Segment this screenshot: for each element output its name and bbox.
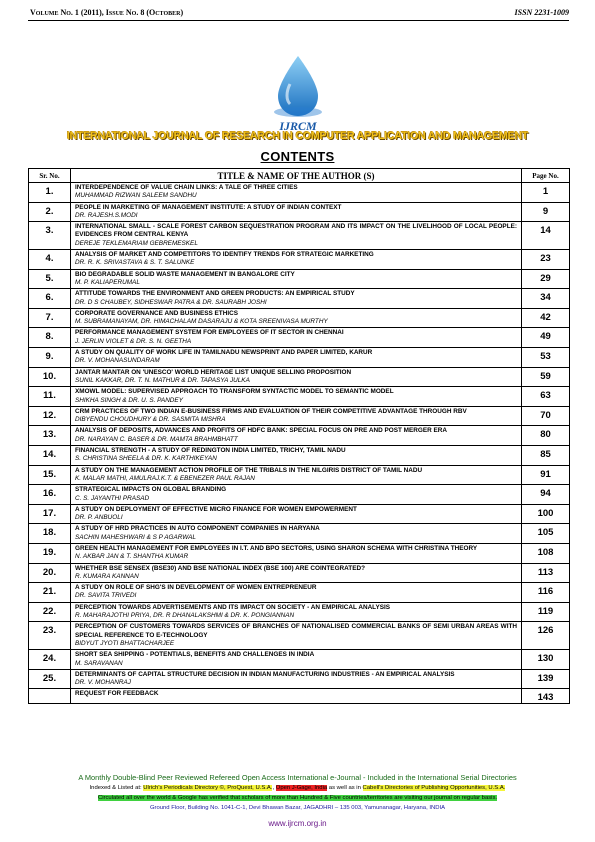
journal-title: INTERNATIONAL JOURNAL OF RESEARCH IN COMPUTER APPLICATION AND MANAGEMENT: [66, 130, 529, 142]
article-authors: R. KUMARA KANNAN: [75, 572, 139, 580]
page-no-cell: 91: [522, 465, 570, 485]
logo-text: IJRCM: [279, 119, 317, 133]
table-row: [29, 583, 570, 603]
sr-no-cell: 24.: [29, 650, 71, 670]
title-cell: [71, 689, 522, 704]
title-cell: [71, 269, 522, 289]
table-row: [29, 650, 570, 670]
sr-no-cell: 10.: [29, 367, 71, 387]
sr-no-cell: 23.: [29, 622, 71, 650]
contents-table: [28, 168, 570, 704]
article-title[interactable]: BIO DEGRADABLE SOLID WASTE MANAGEMENT IN BANGALORE CITY: [75, 270, 295, 278]
title-cell: [71, 485, 522, 505]
article-title[interactable]: A STUDY ON QUALITY OF WORK LIFE IN TAMILNADU NEWSPRINT AND PAPER LIMITED, KARUR: [75, 349, 373, 357]
title-cell: [71, 406, 522, 426]
title-cell: [71, 367, 522, 387]
page-no-cell: 116: [522, 583, 570, 603]
page-no-cell: 63: [522, 387, 570, 407]
page-no-cell: 108: [522, 543, 570, 563]
article-authors: DR. V. MOHANRAJ: [75, 679, 131, 687]
table-row: [29, 222, 570, 250]
article-title[interactable]: A STUDY ON ROLE OF SHG'S IN DEVELOPMENT OF WOMEN ENTREPRENEUR: [75, 584, 317, 592]
sr-no-cell: 6.: [29, 289, 71, 309]
article-title[interactable]: ANALYSIS OF DEPOSITS, ADVANCES AND PROFITS OF HDFC BANK: SPECIAL FOCUS ON PRE AND POST MERGER ERA: [75, 427, 447, 435]
table-row: [29, 485, 570, 505]
page-no-cell: 143: [522, 689, 570, 704]
title-cell: [71, 426, 522, 446]
article-authors: M. P. KALIAPERUMAL: [75, 278, 140, 286]
article-authors: BIDYUT JYOTI BHATTACHARJEE: [75, 639, 175, 647]
table-row: [29, 504, 570, 524]
title-cell: [71, 222, 522, 250]
article-title[interactable]: INTERNATIONAL SMALL - SCALE FOREST CARBON SEQUESTRATION PROGRAM AND ITS IMPACT ON THE LIVELIHOOD OF LOCAL PEOPLE: EVIDENCES FROM CENTRAL KENYA: [75, 223, 517, 239]
sr-no-cell: 16.: [29, 485, 71, 505]
page-no-cell: 53: [522, 348, 570, 368]
article-title[interactable]: SHORT SEA SHIPPING - POTENTIALS, BENEFITS AND CHALLENGES IN INDIA: [75, 651, 315, 659]
indexing-mid: as well as in: [327, 785, 363, 791]
title-cell: [71, 504, 522, 524]
title-cell: [71, 328, 522, 348]
page-no-cell: 85: [522, 446, 570, 466]
indexing-prefix: Indexed & Listed at:: [89, 785, 144, 791]
table-row: [29, 543, 570, 563]
article-title[interactable]: PERCEPTION OF CUSTOMERS TOWARDS SERVICES OF BRANCHES OF NATIONALISED COMMERCIAL BANKS OF SEMI URBAN AREAS WITH SPECIAL REFERENCE TO E-TECHNOLOGY: [75, 623, 517, 639]
page-no-cell: 23: [522, 250, 570, 270]
footer-indexing: Indexed & Listed at: Ulrich's Periodicals Directory ©, ProQuest, U.S.A., Open J-Gage, India as well as in Cabell's Directories of Publishing Opportunities, U.S.A.: [89, 785, 506, 791]
header-sr-no: Sr. No.: [29, 169, 71, 183]
article-title[interactable]: ANALYSIS OF MARKET AND COMPETITORS TO IDENTIFY TRENDS FOR STRATEGIC MARKETING: [75, 251, 374, 259]
page-no-cell: 80: [522, 426, 570, 446]
sr-no-cell: 2.: [29, 202, 71, 222]
table-row: [29, 622, 570, 650]
article-title[interactable]: PERCEPTION TOWARDS ADVERTISEMENTS AND ITS IMPACT ON SOCIETY - AN EMPIRICAL ANALYSIS: [75, 603, 391, 611]
title-cell: [71, 202, 522, 222]
page-no-cell: 42: [522, 308, 570, 328]
article-authors: DEREJE TEKLEMARIAM GEBREMESKEL: [75, 239, 198, 247]
title-cell: [71, 289, 522, 309]
page-no-cell: 34: [522, 289, 570, 309]
article-authors: J. JERLIN VIOLET & DR. S. N. GEETHA: [75, 337, 192, 345]
sr-no-cell: 8.: [29, 328, 71, 348]
article-authors: DR. RAJESH.S.MODI: [75, 211, 138, 219]
page-no-cell: 130: [522, 650, 570, 670]
table-row: [29, 202, 570, 222]
table-row: [29, 387, 570, 407]
sr-no-cell: 14.: [29, 446, 71, 466]
sr-no-cell: 1.: [29, 183, 71, 203]
footer-circulation: [0, 795, 595, 801]
article-title[interactable]: REQUEST FOR FEEDBACK: [75, 690, 159, 698]
article-title[interactable]: STRATEGICAL IMPACTS ON GLOBAL BRANDING: [75, 486, 227, 494]
title-cell: [71, 622, 522, 650]
table-row: [29, 289, 570, 309]
sr-no-cell: 22.: [29, 602, 71, 622]
title-cell: [71, 446, 522, 466]
page-no-cell: 1: [522, 183, 570, 203]
sr-no-cell: 21.: [29, 583, 71, 603]
article-title[interactable]: PEOPLE IN MARKETING OF MANAGEMENT INSTITUTE: A STUDY OF INDIAN CONTEXT: [75, 203, 342, 211]
water-drop-logo-icon: [266, 54, 330, 134]
contents-heading: CONTENTS: [260, 149, 335, 164]
title-cell: [71, 348, 522, 368]
website-link[interactable]: www.ijrcm.org.in: [268, 819, 327, 828]
sr-no-cell: 20.: [29, 563, 71, 583]
article-title[interactable]: JANTAR MANTAR ON 'UNESCO' WORLD HERITAGE LIST UNIQUE SELLING PROPOSITION: [75, 368, 352, 376]
article-authors: DR. NARAYAN C. BASER & DR. MAMTA BRAHMBHATT: [75, 435, 238, 443]
article-title[interactable]: CRM PRACTICES OF TWO INDIAN E-BUSINESS FIRMS AND EVALUATION OF THEIR COMPETITIVE ADVANTAGE THROUGH RBV: [75, 407, 467, 415]
article-authors: DR. V. MOHANASUNDARAM: [75, 357, 160, 365]
table-row: [29, 269, 570, 289]
table-row: [29, 367, 570, 387]
article-title[interactable]: DETERMINANTS OF CAPITAL STRUCTURE DECISION IN INDIAN MANUFACTURING INDUSTRIES - AN EMPIRICAL ANALYSIS: [75, 670, 455, 678]
article-title[interactable]: A STUDY ON DEPLOYMENT OF EFFECTIVE MICRO FINANCE FOR WOMEN EMPOWERMENT: [75, 505, 357, 513]
article-authors: N. AKBAR JAN & T. SHANTHA KUMAR: [75, 553, 189, 561]
table-row: [29, 689, 570, 704]
title-cell: [71, 650, 522, 670]
sr-no-cell: 11.: [29, 387, 71, 407]
title-cell: [71, 543, 522, 563]
title-cell: [71, 524, 522, 544]
article-authors: DIBYENDU CHOUDHURY & DR. SASMITA MISHRA: [75, 416, 226, 424]
indexing-openjgage: Open J-Gage, India: [275, 785, 328, 791]
article-title[interactable]: ATTITUDE TOWARDS THE ENVIRONMENT AND GREEN PRODUCTS: AN EMPIRICAL STUDY: [75, 290, 355, 298]
title-cell: [71, 602, 522, 622]
table-row: [29, 524, 570, 544]
article-authors: MUHAMMAD RIZWAN SALEEM SANDHU: [75, 192, 197, 200]
article-authors: S. CHRISTINA SHEELA & DR. K. KARTHIKEYAN: [75, 455, 217, 463]
header-page-no: Page No.: [522, 169, 570, 183]
header-title: TITLE & NAME OF THE AUTHOR (S): [71, 169, 522, 183]
page-no-cell: 139: [522, 669, 570, 689]
article-title[interactable]: GREEN HEALTH MANAGEMENT FOR EMPLOYEES IN I.T. AND BPO SECTORS, USING SHARON SCHEMA WITH CHRISTINA THEORY: [75, 544, 478, 552]
article-authors: DR. R. K. SRIVASTAVA & S. T. SALUNKE: [75, 259, 195, 267]
article-authors: SHIKHA SINGH & DR. U. S. PANDEY: [75, 396, 183, 404]
page-no-cell: 70: [522, 406, 570, 426]
table-row: [29, 446, 570, 466]
sr-no-cell: [29, 689, 71, 704]
page-no-cell: 94: [522, 485, 570, 505]
title-cell: [71, 308, 522, 328]
table-row: [29, 426, 570, 446]
sr-no-cell: 25.: [29, 669, 71, 689]
volume-issue-header: Volume No. 1 (2011), Issue No. 8 (October): [30, 8, 184, 17]
table-row: [29, 563, 570, 583]
article-authors: R. MAHARAJOTHI PRIYA, DR. R DHANALAKSHMI & DR. K. PONGIANNAN: [75, 612, 295, 620]
sr-no-cell: 18.: [29, 524, 71, 544]
page-no-cell: 14: [522, 222, 570, 250]
title-cell: [71, 563, 522, 583]
article-authors: C. S. JAYANTHI PRASAD: [75, 494, 150, 502]
title-cell: [71, 250, 522, 270]
sr-no-cell: 13.: [29, 426, 71, 446]
page-no-cell: 100: [522, 504, 570, 524]
table-row: [29, 348, 570, 368]
article-authors: DR. D S CHAUBEY, SIDHESWAR PATRA & DR. SAURABH JOSHI: [75, 298, 267, 306]
article-authors: M. SARAVANAN: [75, 659, 123, 667]
article-title[interactable]: A STUDY OF HRD PRACTICES IN AUTO COMPONENT COMPANIES IN HARYANA: [75, 525, 320, 533]
article-authors: SACHIN MAHESHWARI & S P AGARWAL: [75, 533, 196, 541]
page-no-cell: 29: [522, 269, 570, 289]
footer-address: Ground Floor, Building No. 1041-C-1, Devi Bhawan Bazar, JAGADHRI – 135 003, Yamunanagar, Haryana, INDIA: [149, 805, 446, 811]
title-cell: [71, 387, 522, 407]
article-authors: K. MALAR MATHI, AMULRAJ.K.T. & EBENEZER PAUL RAJAN: [75, 474, 255, 482]
sr-no-cell: 17.: [29, 504, 71, 524]
sr-no-cell: 7.: [29, 308, 71, 328]
page-no-cell: 119: [522, 602, 570, 622]
page-no-cell: 113: [522, 563, 570, 583]
title-cell: [71, 183, 522, 203]
circulation-text: Circulated all over the world & Google has verified that scholars of more than Hundred & Five countries/territories are visiting our journal on regular basis.: [97, 795, 498, 801]
article-title[interactable]: A STUDY ON THE MANAGEMENT ACTION PROFILE OF THE TRIBALS IN THE NILGIRIS DISTRICT OF TAMIL NADU: [75, 466, 423, 474]
article-authors: SUNIL KAKKAR, DR. T. N. MATHUR & DR. TAPASYA JULKA: [75, 376, 250, 384]
article-title[interactable]: CORPORATE GOVERNANCE AND BUSINESS ETHICS: [75, 309, 238, 317]
article-title[interactable]: PERFORMANCE MANAGEMENT SYSTEM FOR EMPLOYEES OF IT SECTOR IN CHENNAI: [75, 329, 344, 337]
page-no-cell: 49: [522, 328, 570, 348]
article-title[interactable]: XMOWL MODEL: SUPERVISED APPROACH TO TRANSFORM SYNTACTIC MODEL TO SEMANTIC MODEL: [75, 388, 394, 396]
indexing-ulrich: Ulrich's Periodicals Directory ©, ProQuest, U.S.A.: [143, 785, 273, 791]
table-row: [29, 308, 570, 328]
table-row: [29, 250, 570, 270]
table-row: [29, 669, 570, 689]
article-authors: M. SUBRAMANAYAM, DR. HIMACHALAM DASARAJU & KOTA SREENIVASA MURTHY: [75, 318, 328, 326]
issn-header: ISSN 2231-1009: [514, 8, 569, 17]
title-cell: [71, 465, 522, 485]
sr-no-cell: 4.: [29, 250, 71, 270]
article-title[interactable]: WHETHER BSE SENSEX (BSE30) AND BSE NATIONAL INDEX (BSE 100) ARE COINTEGRATED?: [75, 564, 365, 572]
table-row: [29, 406, 570, 426]
sr-no-cell: 12.: [29, 406, 71, 426]
article-authors: DR. P. ANBUOLI: [75, 514, 123, 522]
article-authors: DR. SAVITA TRIVEDI: [75, 592, 137, 600]
title-cell: [71, 669, 522, 689]
sr-no-cell: 15.: [29, 465, 71, 485]
header-rule: [28, 20, 569, 21]
article-title[interactable]: INTERDEPENDENCE OF VALUE CHAIN LINKS: A TALE OF THREE CITIES: [75, 184, 298, 191]
page-no-cell: 9: [522, 202, 570, 222]
page-no-cell: 59: [522, 367, 570, 387]
indexing-cabell: Cabell's Directories of Publishing Opportunities, U.S.A.: [362, 785, 506, 791]
sr-no-cell: 3.: [29, 222, 71, 250]
article-title[interactable]: FINANCIAL STRENGTH - A STUDY OF REDINGTON INDIA LIMITED, TRICHY, TAMIL NADU: [75, 447, 346, 455]
page-no-cell: 105: [522, 524, 570, 544]
page-no-cell: 126: [522, 622, 570, 650]
title-cell: [71, 583, 522, 603]
sr-no-cell: 19.: [29, 543, 71, 563]
sr-no-cell: 5.: [29, 269, 71, 289]
table-row: [29, 465, 570, 485]
table-header-row: [29, 169, 570, 183]
journal-logo: [266, 54, 330, 134]
table-row: [29, 602, 570, 622]
footer-journal-description: A Monthly Double-Blind Peer Reviewed Refereed Open Access International e-Journal - Included in the International Serial Directories: [78, 773, 517, 782]
sr-no-cell: 9.: [29, 348, 71, 368]
table-row: [29, 328, 570, 348]
table-row: [29, 183, 570, 203]
